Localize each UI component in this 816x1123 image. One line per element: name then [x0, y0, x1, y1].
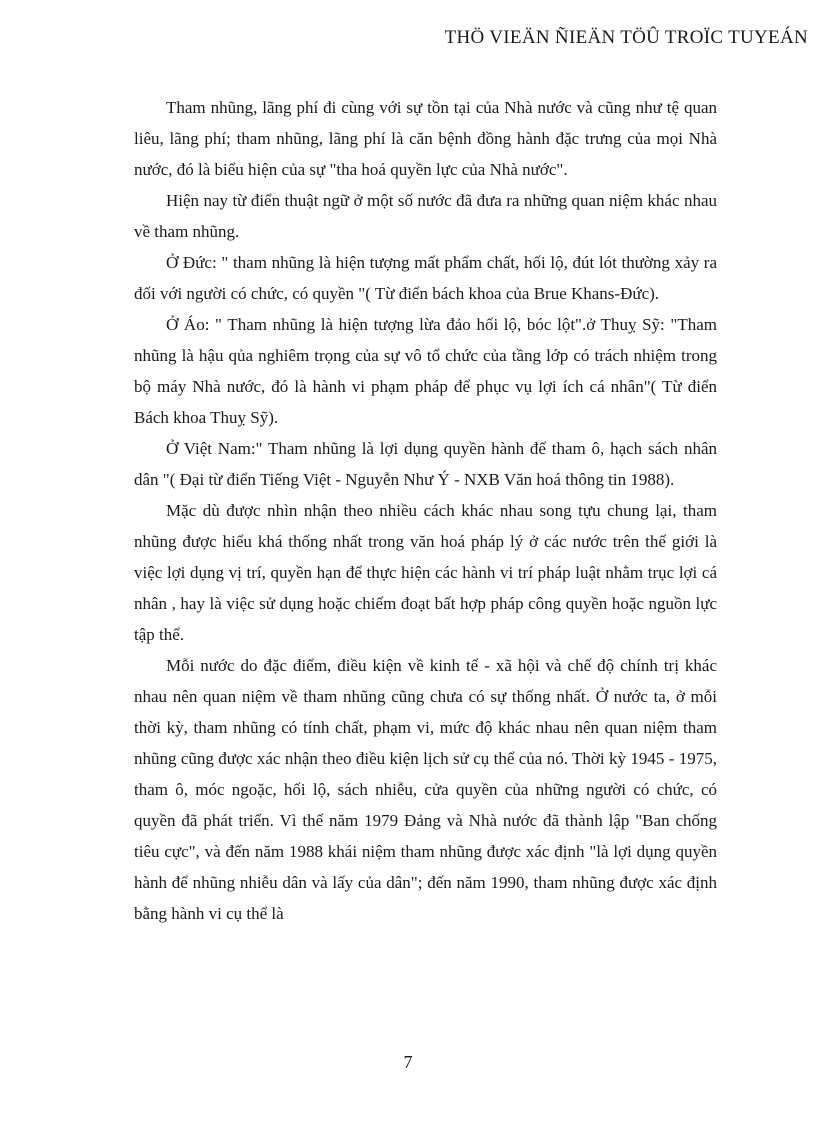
- paragraph: Tham nhũng, lãng phí đi cùng với sự tồn tại của Nhà nước và cũng như tệ quan liêu, lãng phí; tham nhũng, lãng phí là căn bệnh đồng hành đặc trưng của mọi Nhà nước, đó là biểu hiện của sự "tha hoá quyền lực của Nhà nước".: [134, 98, 717, 179]
- page-number: 7: [403, 1052, 413, 1072]
- body-text: [134, 92, 717, 929]
- paragraph: Ở Đức: " tham nhũng là hiện tượng mất phẩm chất, hối lộ, đút lót thường xảy ra đối với người có chức, có quyền "( Từ điển bách khoa của Brue Khans-Đức).: [134, 253, 717, 303]
- running-header: THÖ VIEÄN ÑIEÄN TÖÛ TROÏC TUYEÁN: [444, 27, 808, 48]
- paragraph: Hiện nay từ điển thuật ngữ ở một số nước đã đưa ra những quan niệm khác nhau về tham nhũng.: [134, 191, 717, 241]
- paragraph: Ở Việt Nam:" Tham nhũng là lợi dụng quyền hành để tham ô, hạch sách nhân dân "( Đại từ điển Tiếng Việt - Nguyễn Như Ý - NXB Văn hoá thông tin 1988).: [134, 439, 717, 489]
- paragraph: Ở Áo: " Tham nhũng là hiện tượng lừa đảo hối lộ, bóc lột".ở Thuỵ Sỹ: "Tham nhũng là hậu qủa nghiêm trọng của sự vô tổ chức của tầng lớp có trách nhiệm trong bộ máy Nhà nước, đó là hành vi phạm pháp để phục vụ lợi ích cá nhân"( Từ điển Bách khoa Thuỵ Sỹ).: [134, 315, 717, 427]
- paragraph: Mặc dù được nhìn nhận theo nhiều cách khác nhau song tựu chung lại, tham nhũng được hiểu khá thống nhất trong văn hoá pháp lý ở các nước trên thế giới là việc lợi dụng vị trí, quyền hạn để thực hiện các hành vi trí pháp luật nhằm trục lợi cá nhân , hay là việc sử dụng hoặc chiếm đoạt bất hợp pháp công quyền hoặc nguồn lực tập thể.: [134, 501, 717, 644]
- paragraph: Mỗi nước do đặc điểm, điều kiện về kinh tế - xã hội và chế độ chính trị khác nhau nên quan niệm về tham nhũng cũng chưa có sự thống nhất. Ở nước ta, ở mỗi thời kỳ, tham nhũng có tính chất, phạm vi, mức độ khác nhau nên quan niệm tham nhũng cũng được xác nhận theo điều kiện lịch sử cụ thể của nó. Thời kỳ 1945 - 1975, tham ô, móc ngoặc, hối lộ, sách nhiễu, cửa quyền của những người có chức, có quyền đã phát triển. Vì thế năm 1979 Đảng và Nhà nước đã thành lập "Ban chống tiêu cực", và đến năm 1988 khái niệm tham nhũng được xác định "là lợi dụng quyền hành để nhũng nhiễu dân và lấy của dân"; đến năm 1990, tham nhũng được xác định bằng hành vi cụ thể là: [134, 656, 717, 923]
